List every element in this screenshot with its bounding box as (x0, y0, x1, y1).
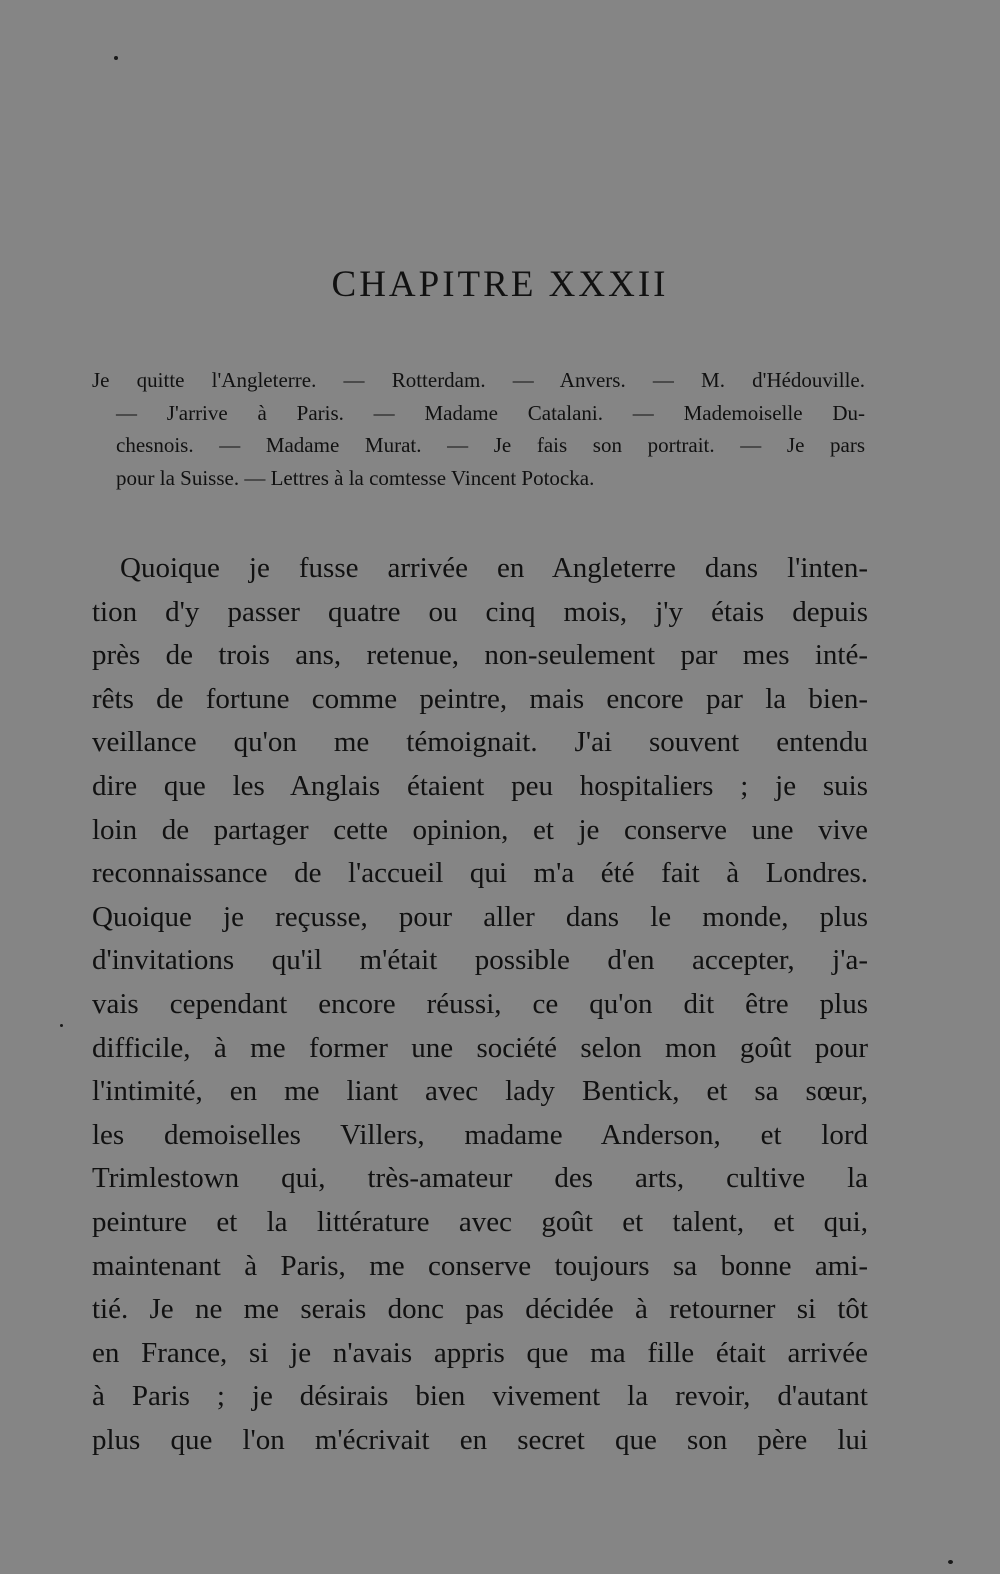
body-line: à Paris ; je désirais bien vivement la revoir, d'autant (92, 1380, 868, 1413)
body-line: Trimlestown qui, très-amateur des arts, cultive la (92, 1162, 868, 1195)
body-line: les demoiselles Villers, madame Anderson, et lord (92, 1118, 868, 1151)
summary-line: chesnois. — Madame Murat. — Je fais son portrait. — Je pars (116, 433, 865, 457)
ink-speck (948, 1560, 953, 1564)
body-line: Quoique je reçusse, pour aller dans le monde, plus (92, 900, 868, 933)
body-line: tié. Je ne me serais donc pas décidée à retourner si tôt (92, 1293, 868, 1326)
body-line: d'invitations qu'il m'était possible d'en accepter, j'a- (92, 944, 868, 977)
body-line: peinture et la littérature avec goût et talent, et qui, (92, 1205, 868, 1238)
body-line: près de trois ans, retenue, non-seulement par mes inté- (92, 639, 868, 672)
body-line: dire que les Anglais étaient peu hospitaliers ; je suis (92, 769, 868, 802)
summary-line: pour la Suisse. — Lettres à la comtesse Vincent Potocka. (116, 465, 595, 490)
ink-speck (60, 1024, 63, 1027)
body-text (92, 547, 868, 1462)
summary-line: Je quitte l'Angleterre. — Rotterdam. — Anvers. — M. d'Hédouville. (92, 368, 865, 392)
body-line: plus que l'on m'écrivait en secret que son père lui (92, 1423, 868, 1456)
body-line: Quoique je fusse arrivée en Angleterre dans l'inten- (120, 552, 868, 584)
chapter-title: CHAPITRE XXXII (331, 264, 669, 305)
body-line: maintenant à Paris, me conserve toujours sa bonne ami- (92, 1249, 868, 1282)
body-line: l'intimité, en me liant avec lady Bentick, et sa sœur, (92, 1075, 868, 1108)
body-line: vais cependant encore réussi, ce qu'on dit être plus (92, 987, 868, 1020)
body-line: loin de partager cette opinion, et je conserve une vive (92, 813, 868, 846)
summary-line: — J'arrive à Paris. — Madame Catalani. — Mademoiselle Du- (116, 400, 865, 425)
body-line: difficile, à me former une société selon mon goût pour (92, 1031, 868, 1064)
body-line: rêts de fortune comme peintre, mais encore par la bien- (92, 682, 868, 715)
body-line: tion d'y passer quatre ou cinq mois, j'y étais depuis (92, 595, 868, 628)
body-line: reconnaissance de l'accueil qui m'a été fait à Londres. (92, 857, 868, 890)
ink-speck (114, 56, 118, 60)
body-line: en France, si je n'avais appris que ma fille était arrivée (92, 1336, 868, 1369)
body-line: veillance qu'on me témoignait. J'ai souvent entendu (92, 726, 868, 759)
chapter-summary (92, 364, 865, 494)
